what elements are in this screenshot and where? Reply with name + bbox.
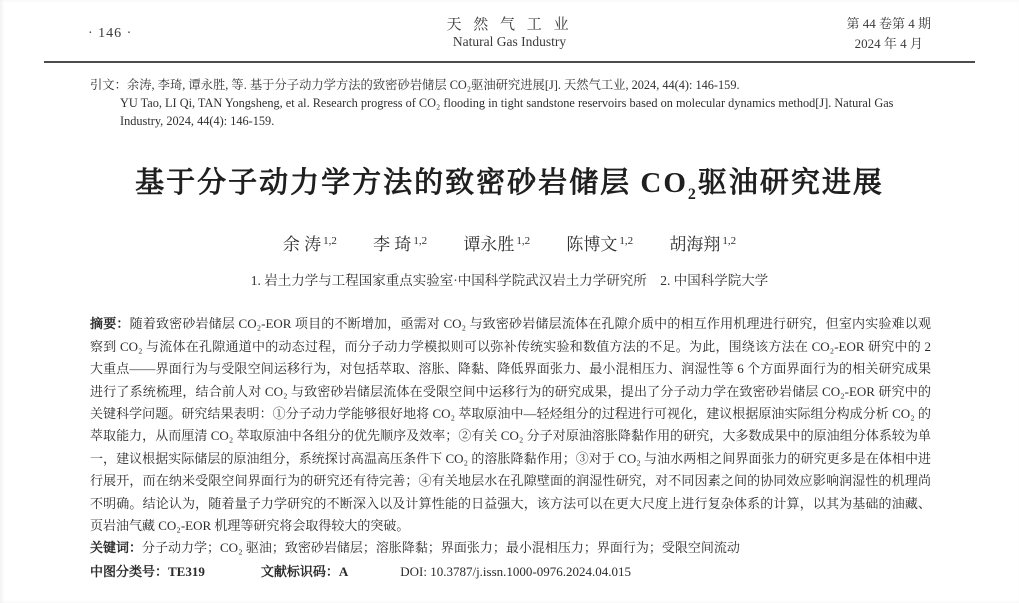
author (283, 235, 337, 254)
author-name: 胡海翔 (669, 235, 721, 255)
author-list (0, 230, 1019, 255)
paper-title-suffix: 驱油研究进展 (697, 167, 884, 200)
author (463, 235, 530, 254)
issue-info (846, 14, 931, 53)
citation-cn-text: 余涛, 李琦, 谭永胜, 等. 基于分子动力学方法的致密砂岩储层 CO₂驱油研究进展[J]. 天然气工业, 2024, 44(4): 146-159. (126, 78, 740, 92)
paper-title (60, 160, 959, 204)
keywords-label: 关键词： (90, 540, 143, 556)
author-name: 李 琦 (373, 235, 412, 255)
journal-title-block (446, 16, 572, 52)
document-code: 文献标识码：A (260, 563, 349, 579)
citation-block (90, 77, 931, 130)
running-head (0, 0, 1019, 53)
volume-issue: 第 44 卷第 4 期 (846, 16, 931, 31)
citation-label: 引文： (90, 78, 127, 92)
author (566, 235, 633, 254)
page-number: · 146 · (88, 25, 133, 41)
author-name: 余 涛 (282, 235, 322, 255)
classification-line (90, 561, 931, 583)
journal-name-en: Natural Gas Industry (452, 34, 567, 50)
keywords-line (90, 537, 931, 559)
author (669, 235, 736, 254)
abstract-paragraph (90, 313, 931, 537)
author-affil-mark: 1,2 (323, 234, 337, 247)
author (373, 235, 427, 254)
author-affil-mark: 1,2 (619, 234, 634, 247)
author-name: 谭永胜 (463, 235, 515, 255)
journal-name-cn: 天 然 气 工 业 (446, 16, 573, 33)
citation-cn (90, 77, 931, 95)
author-affil-mark: 1,2 (413, 234, 428, 247)
issue-date: 2024 年 4 月 (854, 35, 923, 51)
keywords-text: 分子动力学；CO₂ 驱油；致密砂岩储层；溶胀降黏；界面张力；最小混相压力；界面行为；受限空间流动 (142, 540, 740, 556)
paper-title-prefix: 基于分子动力学方法的致密砂岩储层 CO (135, 167, 688, 200)
abstract-label: 摘要： (90, 316, 130, 332)
author-affil-mark: 1,2 (722, 234, 737, 247)
clc-number: 中图分类号：TE319 (90, 563, 205, 579)
citation-en: YU Tao, LI Qi, TAN Yongsheng, et al. Research progress of CO₂ flooding in tight sandstone reservoirs based on molecular dynamics method[J]. Natural Gas Industry, 2024, 44(4): 146-159. (120, 95, 894, 128)
header-divider (44, 61, 975, 63)
doi: DOI: 10.3787/j.issn.1000-0976.2024.04.015 (400, 563, 631, 579)
abstract-text: 随着致密砂岩储层 CO₂-EOR 项目的不断增加，亟需对 CO₂ 与致密砂岩储层流体在孔隙介质中的相互作用机理进行研究，但室内实验难以观察到 CO₂ 与流体在孔隙通道中的动态过程，而分子动力学模拟则可以弥补传统实验和数值方法的不足。为此，围绕该方法在 CO₂-EOR 研究中的 2 大重点——界面行为与受限空间运移行为，对包括萃取、溶胀、降黏、降低界面张力、最小混相压力、润湿性等 6 个方面界面行为的相关研究成果进行了系统梳理，结合前人对 CO₂ 与致密砂岩储层流体在受限空间中运移行为的研究成果，提出了分子动力学在致密砂岩储层 CO₂-EOR 研究中的关键科学问题。研究结果表明：①分子动力学能够很好地将 CO₂ 萃取原油中—轻烃组分的过程进行可视化，建议根据原油实际组分构成分析 CO₂ 的萃取能力，从而厘清 CO₂ 萃取原油中各组分的优先顺序及效率；②有关 CO₂ 分子对原油溶胀降黏作用的研究，大多数成果中的原油组分体系较为单一，建议根据实际储层的原油组分，系统探讨高温高压条件下 CO₂ 的溶胀降黏作用；③对于 CO₂ 与油水两相之间界面张力的研究更多是在体相中进行展开，而在纳米受限空间界面行为的研究还有待完善；④有关地层水在孔隙壁面的润湿性研究，对不同因素之间的协同效应影响润湿性的机理尚不明确。结论认为，随着量子力学研究的不断深入以及计算性能的日益强大，该方法可以在更大尺度上进行复杂体系的计算，以其为基础的油藏、页岩油气藏 CO₂-EOR 机理等研究将会取得较大的突破。 (90, 316, 931, 533)
author-affil-mark: 1,2 (516, 234, 531, 247)
affiliation-line: 1. 岩土力学与工程国家重点实验室·中国科学院武汉岩土力学研究所 2. 中国科学院大学 (250, 273, 769, 289)
abstract-block (90, 313, 931, 583)
author-name: 陈博文 (566, 235, 618, 255)
paper-title-subscript: 2 (687, 186, 698, 204)
